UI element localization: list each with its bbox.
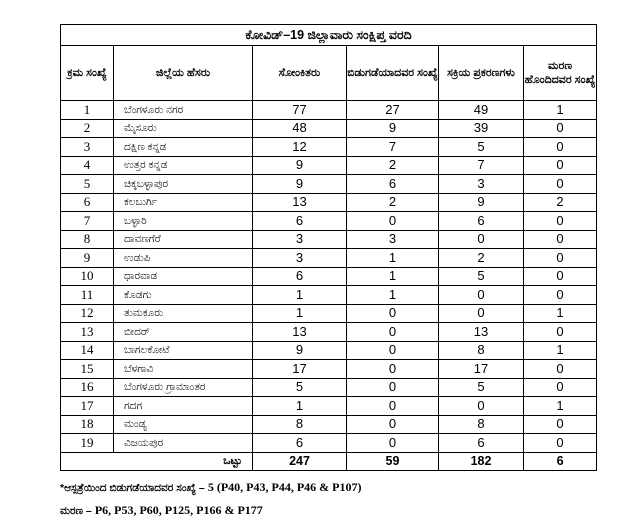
col-header-active: ಸಕ್ರಿಯ ಪ್ರಕರಣಗಳು [439, 46, 524, 101]
discharged-cell: 2 [347, 193, 439, 212]
discharged-cell: 1 [347, 286, 439, 305]
col-header-discharged: ಬಿಡುಗಡೆಯಾದವರ ಸಂಖ್ಯೆ [347, 46, 439, 101]
deaths-cell: 0 [524, 249, 597, 268]
district-cell: ಕೊಡಗು [114, 286, 253, 305]
active-cell: 0 [439, 397, 524, 416]
col-header-district: ಜಿಲ್ಲೆಯ ಹೆಸರು [114, 46, 253, 101]
district-cell: ತುಮಕೂರು [114, 304, 253, 323]
footnote-discharged [60, 480, 361, 495]
positive-cell: 12 [253, 138, 347, 157]
discharged-cell: 0 [347, 397, 439, 416]
district-cell: ಮಂಡ್ಯ [114, 415, 253, 434]
district-summary-table [60, 24, 597, 471]
positive-cell: 5 [253, 378, 347, 397]
district-cell: ದಾವಣಗೆರೆ [114, 230, 253, 249]
deaths-cell: 0 [524, 212, 597, 231]
serial-cell: 17 [61, 397, 114, 416]
discharged-cell: 1 [347, 267, 439, 286]
district-cell: ಬಳ್ಳಾರಿ [114, 212, 253, 231]
active-cell: 3 [439, 175, 524, 194]
active-cell: 0 [439, 286, 524, 305]
district-cell: ಧಾರವಾಡ [114, 267, 253, 286]
active-cell: 6 [439, 434, 524, 453]
active-cell: 0 [439, 230, 524, 249]
active-cell: 9 [439, 193, 524, 212]
deaths-cell: 0 [524, 230, 597, 249]
district-cell: ಬಾಗಲಕೋಟೆ [114, 341, 253, 360]
table-row [61, 378, 597, 397]
discharged-cell: 0 [347, 304, 439, 323]
district-cell: ಚಿಕ್ಕಬಳ್ಳಾಪುರ [114, 175, 253, 194]
discharged-cell: 0 [347, 360, 439, 379]
footnote-deaths-label: ಮರಣ – [60, 505, 92, 517]
active-cell: 5 [439, 267, 524, 286]
discharged-cell: 0 [347, 378, 439, 397]
table-row [61, 341, 597, 360]
serial-cell: 8 [61, 230, 114, 249]
serial-cell: 5 [61, 175, 114, 194]
total-row [61, 452, 597, 471]
positive-cell: 9 [253, 341, 347, 360]
active-cell: 6 [439, 212, 524, 231]
district-cell: ಉಡುಪಿ [114, 249, 253, 268]
deaths-cell: 0 [524, 119, 597, 138]
serial-cell: 10 [61, 267, 114, 286]
serial-cell: 9 [61, 249, 114, 268]
table-row [61, 138, 597, 157]
active-cell: 8 [439, 415, 524, 434]
deaths-cell: 0 [524, 286, 597, 305]
positive-cell: 9 [253, 156, 347, 175]
active-cell: 49 [439, 101, 524, 120]
serial-cell: 4 [61, 156, 114, 175]
discharged-cell: 0 [347, 415, 439, 434]
positive-cell: 77 [253, 101, 347, 120]
positive-cell: 6 [253, 212, 347, 231]
active-cell: 0 [439, 304, 524, 323]
table-row [61, 397, 597, 416]
discharged-cell: 2 [347, 156, 439, 175]
table-row [61, 193, 597, 212]
table-row [61, 249, 597, 268]
table-row [61, 323, 597, 342]
deaths-cell: 0 [524, 175, 597, 194]
district-cell: ಬೆಂಗಳೂರು ಗ್ರಾಮಾಂತರ [114, 378, 253, 397]
active-cell: 13 [439, 323, 524, 342]
active-cell: 39 [439, 119, 524, 138]
serial-cell: 1 [61, 101, 114, 120]
report-title: ಕೋವಿಡ್–19 ಜಿಲ್ಲಾವಾರು ಸಂಕ್ಷಿಪ್ತ ವರದಿ [61, 25, 597, 46]
discharged-cell: 7 [347, 138, 439, 157]
positive-cell: 1 [253, 286, 347, 305]
serial-cell: 15 [61, 360, 114, 379]
district-cell: ಕಲಬುರ್ಗಿ [114, 193, 253, 212]
serial-cell: 2 [61, 119, 114, 138]
positive-cell: 13 [253, 323, 347, 342]
table-row [61, 101, 597, 120]
serial-cell: 6 [61, 193, 114, 212]
district-cell: ಉತ್ತರ ಕನ್ನಡ [114, 156, 253, 175]
positive-cell: 8 [253, 415, 347, 434]
serial-cell: 19 [61, 434, 114, 453]
deaths-cell: 0 [524, 267, 597, 286]
positive-cell: 9 [253, 175, 347, 194]
table-row [61, 415, 597, 434]
positive-cell: 1 [253, 397, 347, 416]
table-row [61, 434, 597, 453]
table-row [61, 304, 597, 323]
table-row [61, 286, 597, 305]
footnote-discharged-label: *ಆಸ್ಪತ್ರೆಯಿಂದ ಬಿಡುಗಡೆಯಾದವರ ಸಂಖ್ಯೆ – [60, 482, 205, 494]
discharged-cell: 9 [347, 119, 439, 138]
positive-cell: 3 [253, 230, 347, 249]
total-label: ಒಟ್ಟು [61, 452, 253, 471]
positive-cell: 17 [253, 360, 347, 379]
active-cell: 5 [439, 378, 524, 397]
discharged-cell: 0 [347, 341, 439, 360]
table-row [61, 360, 597, 379]
deaths-cell: 1 [524, 397, 597, 416]
serial-cell: 11 [61, 286, 114, 305]
total-active: 182 [439, 452, 524, 471]
positive-cell: 48 [253, 119, 347, 138]
deaths-cell: 1 [524, 341, 597, 360]
deaths-cell: 1 [524, 304, 597, 323]
positive-cell: 6 [253, 267, 347, 286]
deaths-cell: 0 [524, 415, 597, 434]
positive-cell: 3 [253, 249, 347, 268]
table-row [61, 175, 597, 194]
deaths-cell: 1 [524, 101, 597, 120]
district-cell: ಬೆಳಗಾವಿ [114, 360, 253, 379]
serial-cell: 7 [61, 212, 114, 231]
table-row [61, 119, 597, 138]
district-cell: ಬೀದರ್ [114, 323, 253, 342]
table-row [61, 230, 597, 249]
col-header-serial: ಕ್ರಮ ಸಂಖ್ಯೆ [61, 46, 114, 101]
district-cell: ಮೈಸೂರು [114, 119, 253, 138]
positive-cell: 13 [253, 193, 347, 212]
district-cell: ಬೆಂಗಳೂರು ನಗರ [114, 101, 253, 120]
serial-cell: 16 [61, 378, 114, 397]
discharged-cell: 0 [347, 323, 439, 342]
footnote-discharged-value: 5 (P40, P43, P44, P46 & P107) [207, 480, 362, 494]
deaths-cell: 0 [524, 138, 597, 157]
discharged-cell: 3 [347, 230, 439, 249]
positive-cell: 1 [253, 304, 347, 323]
deaths-cell: 0 [524, 360, 597, 379]
deaths-cell: 0 [524, 323, 597, 342]
active-cell: 8 [439, 341, 524, 360]
positive-cell: 6 [253, 434, 347, 453]
serial-cell: 14 [61, 341, 114, 360]
serial-cell: 13 [61, 323, 114, 342]
deaths-cell: 2 [524, 193, 597, 212]
district-cell: ಗದಗ [114, 397, 253, 416]
discharged-cell: 27 [347, 101, 439, 120]
footnote-deaths [60, 503, 263, 518]
discharged-cell: 0 [347, 434, 439, 453]
deaths-cell: 0 [524, 156, 597, 175]
serial-cell: 3 [61, 138, 114, 157]
serial-cell: 18 [61, 415, 114, 434]
col-header-deaths: ಮರಣ ಹೊಂದಿದವರ ಸಂಖ್ಯೆ [524, 46, 597, 101]
active-cell: 17 [439, 360, 524, 379]
district-cell: ದಕ್ಷಿಣ ಕನ್ನಡ [114, 138, 253, 157]
active-cell: 2 [439, 249, 524, 268]
table-row [61, 267, 597, 286]
column-header-row [61, 46, 597, 101]
active-cell: 5 [439, 138, 524, 157]
serial-cell: 12 [61, 304, 114, 323]
col-header-positive: ಸೋಂಕಿತರು [253, 46, 347, 101]
table-row [61, 212, 597, 231]
deaths-cell: 0 [524, 434, 597, 453]
total-positive: 247 [253, 452, 347, 471]
discharged-cell: 1 [347, 249, 439, 268]
deaths-cell: 0 [524, 378, 597, 397]
total-discharged: 59 [347, 452, 439, 471]
footnote-deaths-value: P6, P53, P60, P125, P166 & P177 [94, 503, 263, 517]
discharged-cell: 6 [347, 175, 439, 194]
district-cell: ವಿಜಯಪುರ [114, 434, 253, 453]
table-body [61, 101, 597, 453]
active-cell: 7 [439, 156, 524, 175]
table-row [61, 156, 597, 175]
total-deaths: 6 [524, 452, 597, 471]
discharged-cell: 0 [347, 212, 439, 231]
